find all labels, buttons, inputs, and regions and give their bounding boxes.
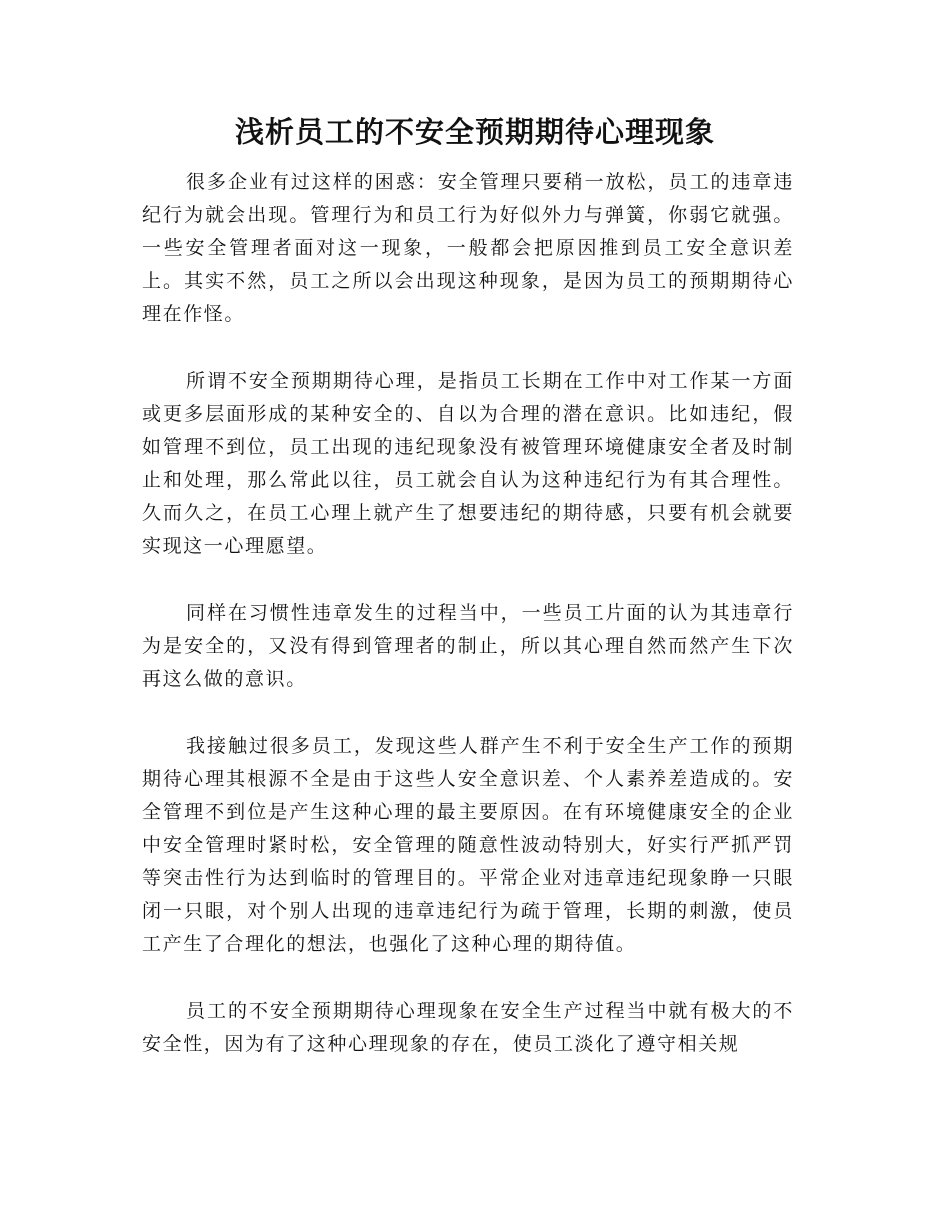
paragraph-3: 同样在习惯性违章发生的过程当中，一些员工片面的认为其违章行为是安全的，又没有得到管理者的制止，所以其心理自然而然产生下次再这么做的意识。 (142, 602, 794, 690)
paragraph-2: 所谓不安全预期期待心理，是指员工长期在工作中对工作某一方面或更多层面形成的某种安全的、自以为合理的潜在意识。比如违纪，假如管理不到位，员工出现的违纪现象没有被管理环境健康安全者及时制止和处理，那么常此以往，员工就会自认为这种违纪行为有其合理性。久而久之，在员工心理上就产生了想要违纪的期待感，只要有机会就要实现这一心理愿望。 (142, 370, 794, 557)
paragraph-1: 很多企业有过这样的困惑：安全管理只要稍一放松，员工的违章违纪行为就会出现。管理行为和员工行为好似外力与弹簧，你弱它就强。一些安全管理者面对这一现象，一般都会把原因推到员工安全意识差上。其实不然，员工之所以会出现这种现象，是因为员工的预期期待心理在作怪。 (142, 171, 794, 325)
document-body (142, 166, 794, 1095)
paragraph-4: 我接触过很多员工，发现这些人群产生不利于安全生产工作的预期期待心理其根源不全是由于这些人安全意识差、个人素养差造成的。安全管理不到位是产生这种心理的最主要原因。在有环境健康安全的企业中安全管理时紧时松，安全管理的随意性波动特别大，好实行严抓严罚等突击性行为达到临时的管理目的。平常企业对违章违纪现象睁一只眼闭一只眼，对个别人出现的违章违纪行为疏于管理，长期的刺激，使员工产生了合理化的想法，也强化了这种心理的期待值。 (142, 735, 794, 955)
paragraph-5: 员工的不安全预期期待心理现象在安全生产过程当中就有极大的不安全性，因为有了这种心理现象的存在，使员工淡化了遵守相关规 (142, 1000, 794, 1055)
document-title: 浅析员工的不安全预期期待心理现象 (234, 115, 715, 149)
